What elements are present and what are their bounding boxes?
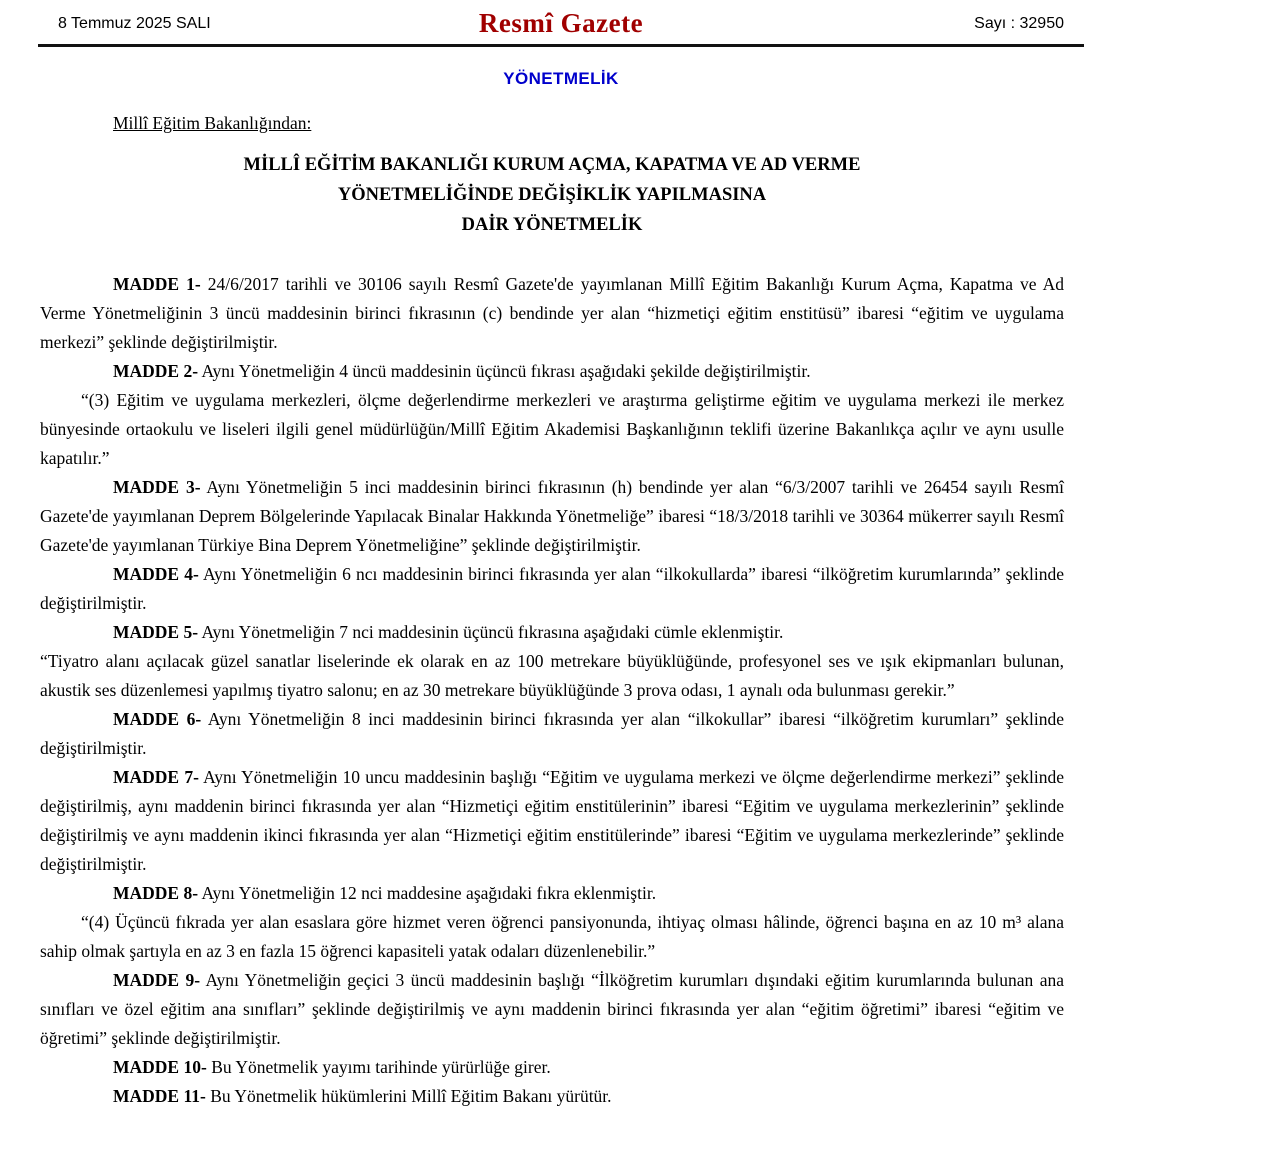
madde-11-label: MADDE 11- <box>113 1086 206 1106</box>
paragraph-madde-7 <box>40 763 1064 879</box>
madde-1-text: 24/6/2017 tarihli ve 30106 sayılı Resmî Gazete'de yayımlanan Millî Eğitim Bakanlığı Kurum Açma, Kapatma ve Ad Verme Yönetmeliğinin 3 üncü maddesinin birinci fıkrasının (c) bendinde yer alan “hizmetiçi eğitim enstitüsü” ibaresi “eğitim ve uygulama merkezi” şeklinde değiştirilmiştir. <box>40 274 1064 352</box>
madde-11-text: Bu Yönetmelik hükümlerini Millî Eğitim Bakanı yürütür. <box>210 1086 612 1106</box>
paragraph-madde-4 <box>40 560 1064 618</box>
masthead-issue-number: Sayı : 32950 <box>974 14 1064 32</box>
masthead-divider <box>38 44 1084 47</box>
paragraph-madde-10 <box>40 1053 1064 1082</box>
article-body <box>40 270 1064 1111</box>
gazette-page <box>38 0 1084 1111</box>
madde-3-label: MADDE 3- <box>113 477 201 497</box>
madde-10-text: Bu Yönetmelik yayımı tarihinde yürürlüğe girer. <box>211 1057 551 1077</box>
document-title-line-2: YÖNETMELİĞİNDE DEĞİŞİKLİK YAPILMASINA <box>337 185 767 205</box>
gazette-masthead <box>38 6 1084 39</box>
madde-2-text: Aynı Yönetmeliğin 4 üncü maddesinin üçüncü fıkrası aşağıdaki şekilde değiştirilmiştir. <box>201 361 811 381</box>
paragraph-quote-fikra-4 <box>40 908 1064 966</box>
madde-4-text: Aynı Yönetmeliğin 6 ncı maddesinin birinci fıkrasında yer alan “ilkokullarda” ibaresi “ilköğretim kurumlarında” şeklinde değiştirilmiştir. <box>40 564 1064 613</box>
document-title <box>40 150 1064 240</box>
madde-9-text: Aynı Yönetmeliğin geçici 3 üncü maddesinin başlığı “İlköğretim kurumları dışındaki eğitim kurumlarında bulunan ana sınıfları ve özel eğitim ana sınıfları” şeklinde değiştirilmiş ve aynı maddenin birinci fıkrasında yer alan “eğitim öğretimi” ibaresi “eğitim ve öğretimi” şeklinde değiştirilmiştir. <box>40 970 1064 1048</box>
madde-7-text: Aynı Yönetmeliğin 10 uncu maddesinin başlığı “Eğitim ve uygulama merkezi ve ölçme değerlendirme merkezi” şeklinde değiştirilmiş, aynı maddenin birinci fıkrasında yer alan “Hizmetiçi eğitim enstitülerinin” ibaresi “Eğitim ve uygulama merkezlerinin” şeklinde değiştirilmiş ve aynı maddenin ikinci fıkrasında yer alan “Hizmetiçi eğitim enstitülerinde” ibaresi “Eğitim ve uygulama merkezlerinde” şeklinde değiştirilmiştir. <box>40 767 1064 874</box>
masthead-date: 8 Temmuz 2025 SALI <box>58 14 211 32</box>
paragraph-madde-2 <box>40 357 1064 386</box>
quote-fikra-3-text: “(3) Eğitim ve uygulama merkezleri, ölçme değerlendirme merkezleri ve araştırma geliştirme eğitim ve uygulama merkezi ile merkez bünyesinde ortaokulu ve liseleri ilgili genel müdürlüğün/Millî Eğitim Akademisi Başkanlığının teklifi üzerine Bakanlıkça açılır ve aynı usulle kapatılır.” <box>40 390 1064 468</box>
paragraph-madde-3 <box>40 473 1064 560</box>
paragraph-madde-9 <box>40 966 1064 1053</box>
document-title-line-1: MİLLÎ EĞİTİM BAKANLIĞI KURUM AÇMA, KAPATMA VE AD VERME <box>243 155 861 175</box>
madde-5-label: MADDE 5- <box>113 622 199 642</box>
madde-9-label: MADDE 9- <box>113 970 201 990</box>
madde-2-label: MADDE 2- <box>113 361 199 381</box>
document-content <box>40 113 1064 1111</box>
madde-5-text: Aynı Yönetmeliğin 7 nci maddesinin üçüncü fıkrasına aşağıdaki cümle eklenmiştir. <box>201 622 784 642</box>
madde-8-text: Aynı Yönetmeliğin 12 nci maddesine aşağıdaki fıkra eklenmiştir. <box>201 883 657 903</box>
madde-4-label: MADDE 4- <box>113 564 199 584</box>
paragraph-madde-8 <box>40 879 1064 908</box>
madde-8-label: MADDE 8- <box>113 883 199 903</box>
paragraph-madde-1 <box>40 270 1064 357</box>
madde-1-label: MADDE 1- <box>113 274 201 294</box>
madde-6-label: MADDE 6- <box>113 709 202 729</box>
madde-3-text: Aynı Yönetmeliğin 5 inci maddesinin birinci fıkrasının (h) bendinde yer alan “6/3/2007 tarihli ve 26454 sayılı Resmî Gazete'de yayımlanan Deprem Bölgelerinde Yapılacak Binalar Hakkında Yönetmeliğe” ibaresi “18/3/2018 tarihli ve 30364 mükerrer sayılı Resmî Gazete'de yayımlanan Türkiye Bina Deprem Yönetmeliğine” şeklinde değiştirilmiştir. <box>40 477 1064 555</box>
paragraph-quote-tiyatro <box>40 647 1064 705</box>
madde-7-label: MADDE 7- <box>113 767 199 787</box>
document-title-line-3: DAİR YÖNETMELİK <box>461 215 643 235</box>
issuer-line: Millî Eğitim Bakanlığından: <box>113 113 312 133</box>
paragraph-madde-11 <box>40 1082 1064 1111</box>
paragraph-quote-fikra-3 <box>40 386 1064 473</box>
madde-10-label: MADDE 10- <box>113 1057 207 1077</box>
quote-fikra-4-text: “(4) Üçüncü fıkrada yer alan esaslara göre hizmet veren öğrenci pansiyonunda, ihtiyaç olması hâlinde, öğrenci başına en az 10 m³ alana sahip olmak şartıyla en az 3 en fazla 15 öğrenci kapasiteli yatak odaları düzenlenebilir.” <box>40 912 1064 961</box>
paragraph-madde-5 <box>40 618 1064 647</box>
section-heading: YÖNETMELİK <box>503 69 619 88</box>
quote-tiyatro-text: “Tiyatro alanı açılacak güzel sanatlar liselerinde ek olarak en az 100 metrekare büyüklüğünde, profesyonel ses ve ışık ekipmanları bulunan, akustik ses düzenlemesi yapılmış tiyatro salonu; en az 30 metrekare büyüklüğünde 3 prova odası, 1 aynalı oda bulunması gerekir.” <box>40 651 1064 700</box>
paragraph-madde-6 <box>40 705 1064 763</box>
madde-6-text: Aynı Yönetmeliğin 8 inci maddesinin birinci fıkrasında yer alan “ilkokullar” ibaresi “ilköğretim kurumları” şeklinde değiştirilmiştir. <box>40 709 1064 758</box>
gazette-title: Resmî Gazete <box>478 8 644 38</box>
